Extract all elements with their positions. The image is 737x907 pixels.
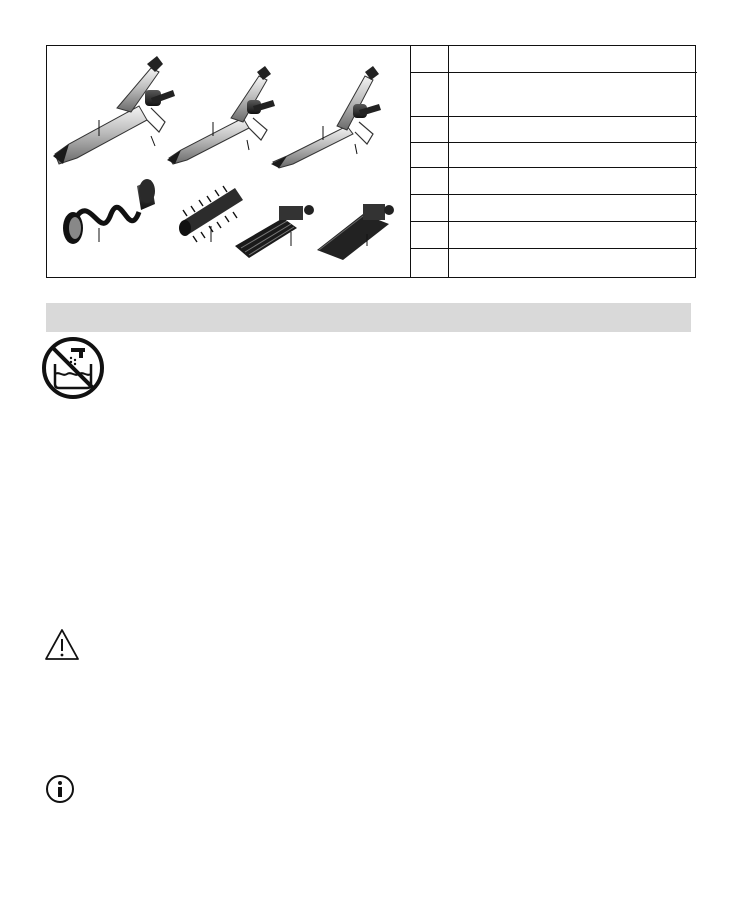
straightener-attachment: [317, 204, 394, 260]
parts-row: [411, 168, 697, 195]
curling-iron-medium: [167, 66, 275, 164]
parts-number-cell: [411, 46, 449, 72]
parts-number-cell: [411, 73, 449, 116]
parts-row: [411, 195, 697, 222]
parts-row: [411, 73, 697, 117]
curling-iron-small: [271, 66, 381, 168]
info-icon: [45, 774, 75, 809]
parts-number-cell: [411, 195, 449, 221]
parts-number-cell: [411, 168, 449, 194]
parts-number-cell: [411, 117, 449, 142]
parts-row: [411, 117, 697, 143]
crimper-attachment: [235, 205, 314, 258]
parts-number-cell: [411, 249, 449, 277]
no-water-immersion-icon: [41, 336, 105, 405]
parts-table: [410, 46, 696, 277]
parts-row: [411, 249, 697, 277]
parts-number-cell: [411, 222, 449, 248]
round-brush-attachment: [179, 186, 243, 242]
warning-triangle-icon: [44, 628, 80, 667]
product-illustration: [47, 46, 411, 276]
spiral-attachment: [63, 179, 155, 244]
curling-iron-large: [53, 56, 175, 164]
section-header-bar: [46, 303, 691, 332]
product-figure-box: [46, 45, 696, 278]
parts-number-cell: [411, 143, 449, 167]
parts-row: [411, 46, 697, 73]
parts-row: [411, 222, 697, 249]
parts-row: [411, 143, 697, 168]
